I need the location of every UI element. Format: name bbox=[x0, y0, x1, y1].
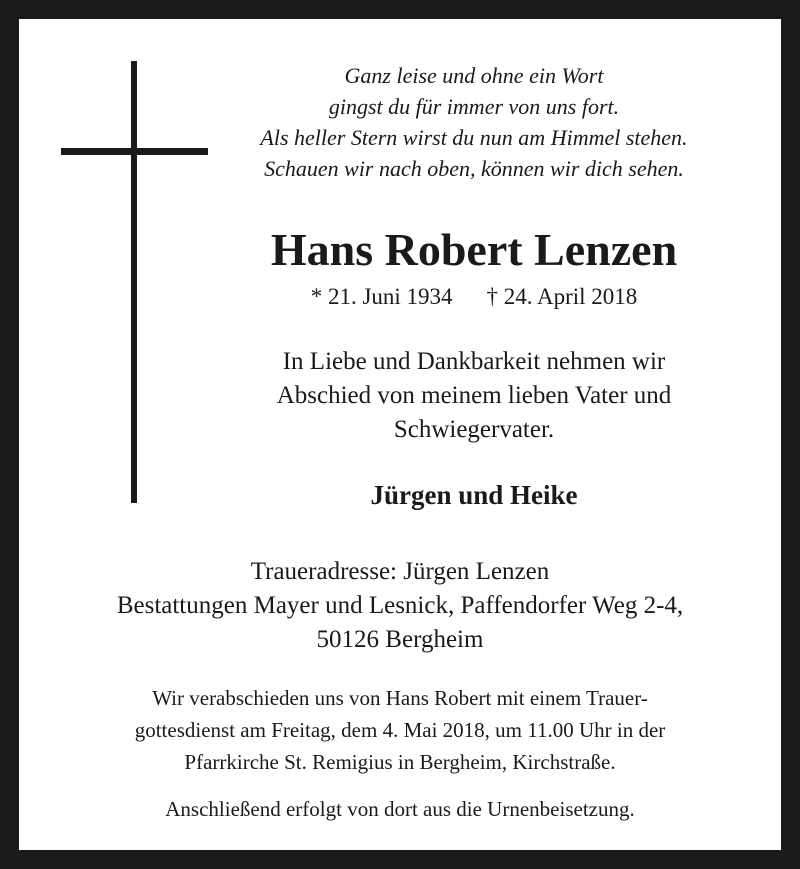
address-line: Traueradresse: Jürgen Lenzen bbox=[250, 558, 550, 585]
mourning-address bbox=[20, 555, 780, 657]
poem bbox=[200, 60, 748, 184]
burial-info: Anschließend erfolgt von dort aus die Urnenbeisetzung. bbox=[165, 797, 635, 821]
farewell-line: In Liebe und Dankbarkeit nehmen wir bbox=[282, 348, 666, 375]
family-signature: Jürgen und Heike bbox=[370, 480, 578, 510]
life-dates bbox=[200, 282, 748, 312]
address-line: 50126 Bergheim bbox=[316, 626, 484, 653]
cross-icon-vertical-bar bbox=[131, 61, 137, 503]
death-date: † 24. April 2018 bbox=[486, 284, 638, 309]
service-info bbox=[20, 682, 780, 778]
cross-icon-horizontal-bar bbox=[61, 148, 208, 155]
address-line: Bestattungen Mayer und Lesnick, Paffendorfer Weg 2-4, bbox=[116, 592, 684, 619]
service-line: gottesdienst am Freitag, dem 4. Mai 2018, um 11.00 Uhr in der bbox=[134, 718, 666, 742]
deceased-name: Hans Robert Lenzen bbox=[270, 224, 678, 275]
poem-line: Schauen wir nach oben, können wir dich sehen. bbox=[264, 156, 684, 181]
poem-line: gingst du für immer von uns fort. bbox=[328, 94, 620, 119]
farewell-line: Abschied von meinem lieben Vater und bbox=[276, 382, 672, 409]
birth-date: * 21. Juni 1934 bbox=[310, 284, 453, 309]
farewell-line: Schwiegervater. bbox=[393, 416, 555, 443]
farewell-text bbox=[200, 345, 748, 447]
poem-line: Ganz leise und ohne ein Wort bbox=[344, 63, 604, 88]
poem-line: Als heller Stern wirst du nun am Himmel stehen. bbox=[260, 125, 688, 150]
service-line: Pfarrkirche St. Remigius in Bergheim, Kirchstraße. bbox=[184, 750, 616, 774]
service-line: Wir verabschieden uns von Hans Robert mit einem Trauer- bbox=[152, 686, 648, 710]
